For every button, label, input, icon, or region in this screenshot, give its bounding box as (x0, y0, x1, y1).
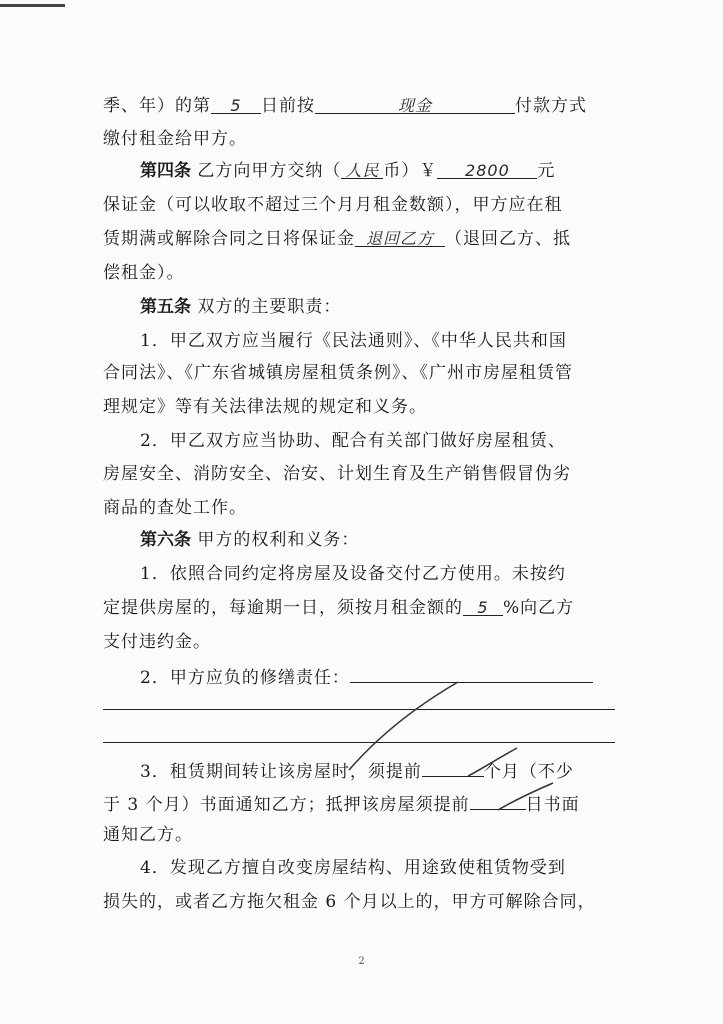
blank-mortgage-days (470, 791, 526, 810)
text: 2．甲方应负的修缮责任： (140, 668, 350, 688)
clause-5-2-end: 商品的查处工作。 (103, 498, 247, 518)
text: 于 3 个月）书面通知乙方；抵押该房屋须提前 (103, 795, 470, 815)
clause-6-1: 1．依照合同约定将房屋及设备交付乙方使用。未按约 (140, 564, 566, 584)
line-deposit-return (103, 228, 623, 250)
handwritten-deposit-action: 退回乙方 (365, 229, 434, 248)
clause-6-3-end: 通知乙方。 (103, 825, 193, 845)
clause-6-3-cont (103, 791, 623, 816)
blank-method (315, 95, 515, 114)
clause-5-2-cont: 房屋安全、消防安全、治安、计划生育及生产销售假冒伪劣 (103, 464, 571, 484)
clause-5-1-end: 理规定》等有关法律法规的规定和义务。 (103, 397, 427, 417)
article-6-heading (140, 529, 660, 551)
clause-6-1-cont (103, 597, 623, 619)
text: 双方的主要职责： (197, 297, 342, 317)
text: 币）￥ (383, 161, 438, 181)
clause-6-4: 4．发现乙方擅自改变房屋结构、用途致使租赁物受到 (140, 858, 566, 878)
text: 甲方的权利和义务： (197, 530, 360, 550)
blank-deposit-action (355, 228, 445, 247)
text: 日前按 (261, 96, 315, 116)
blank-line-1 (103, 709, 615, 710)
text: 赁期满或解除合同之日将保证金 (103, 229, 355, 249)
blank-penalty (463, 597, 503, 616)
blank-repair (350, 664, 593, 683)
text: 3．租赁期间转让该房屋时，须提前 (140, 762, 422, 782)
line-pay-rent: 缴付租金给甲方。 (103, 129, 247, 149)
clause-5-2: 2．甲乙双方应当协助、配合有关部门做好房屋租赁、 (140, 431, 566, 451)
blank-transfer-months (422, 758, 484, 777)
clause-5-1-cont: 合同法》、《广东省城镇房屋租赁条例》、《广州市房屋租赁管 (103, 363, 573, 383)
strike-through-stroke (349, 682, 458, 770)
blank-line-2 (103, 742, 615, 743)
text: 日书面 (525, 795, 580, 815)
article-4-heading (140, 160, 660, 182)
text: 季、年）的第 (103, 96, 211, 116)
text: 乙方向甲方交纳（ (197, 161, 342, 181)
page-number: 2 (358, 956, 365, 967)
handwritten-penalty: 5 (477, 598, 489, 617)
article-5-heading (140, 296, 660, 318)
line-payment-due (103, 95, 623, 117)
clause-6-2 (140, 664, 660, 689)
clause-5-1: 1．甲乙双方应当履行《民法通则》、《中华人民共和国 (140, 331, 567, 351)
handwritten-amount: 2800 (465, 161, 510, 180)
clause-6-4-cont: 损失的，或者乙方拖欠租金 6 个月以上的，甲方可解除合同， (103, 892, 596, 912)
blank-day (211, 95, 261, 114)
handwritten-method: 现金 (397, 96, 432, 115)
blank-currency (341, 160, 383, 179)
text: （退回乙方、抵 (445, 229, 571, 249)
line-deposit: 保证金（可以收取不超过三个月月租金数额），甲方应在租 (103, 195, 563, 215)
line-offset-rent: 偿租金）。 (103, 263, 185, 283)
article-4-label: 第四条 (140, 161, 191, 181)
handwritten-day: 5 (230, 96, 242, 115)
handwritten-currency: 人民 (345, 161, 380, 180)
clause-6-1-end: 支付违约金。 (103, 632, 211, 652)
clause-6-3 (140, 758, 660, 783)
text: 元 (537, 161, 556, 181)
text: 付款方式 (515, 96, 587, 116)
scan-edge-mark (0, 4, 65, 7)
article-6-label: 第六条 (140, 530, 191, 550)
text: %向乙方 (503, 598, 575, 618)
blank-amount (437, 160, 537, 179)
text: 个月（不少 (483, 762, 574, 782)
article-5-label: 第五条 (140, 297, 191, 317)
text: 定提供房屋的，每逾期一日，须按月租金额的 (103, 598, 463, 618)
